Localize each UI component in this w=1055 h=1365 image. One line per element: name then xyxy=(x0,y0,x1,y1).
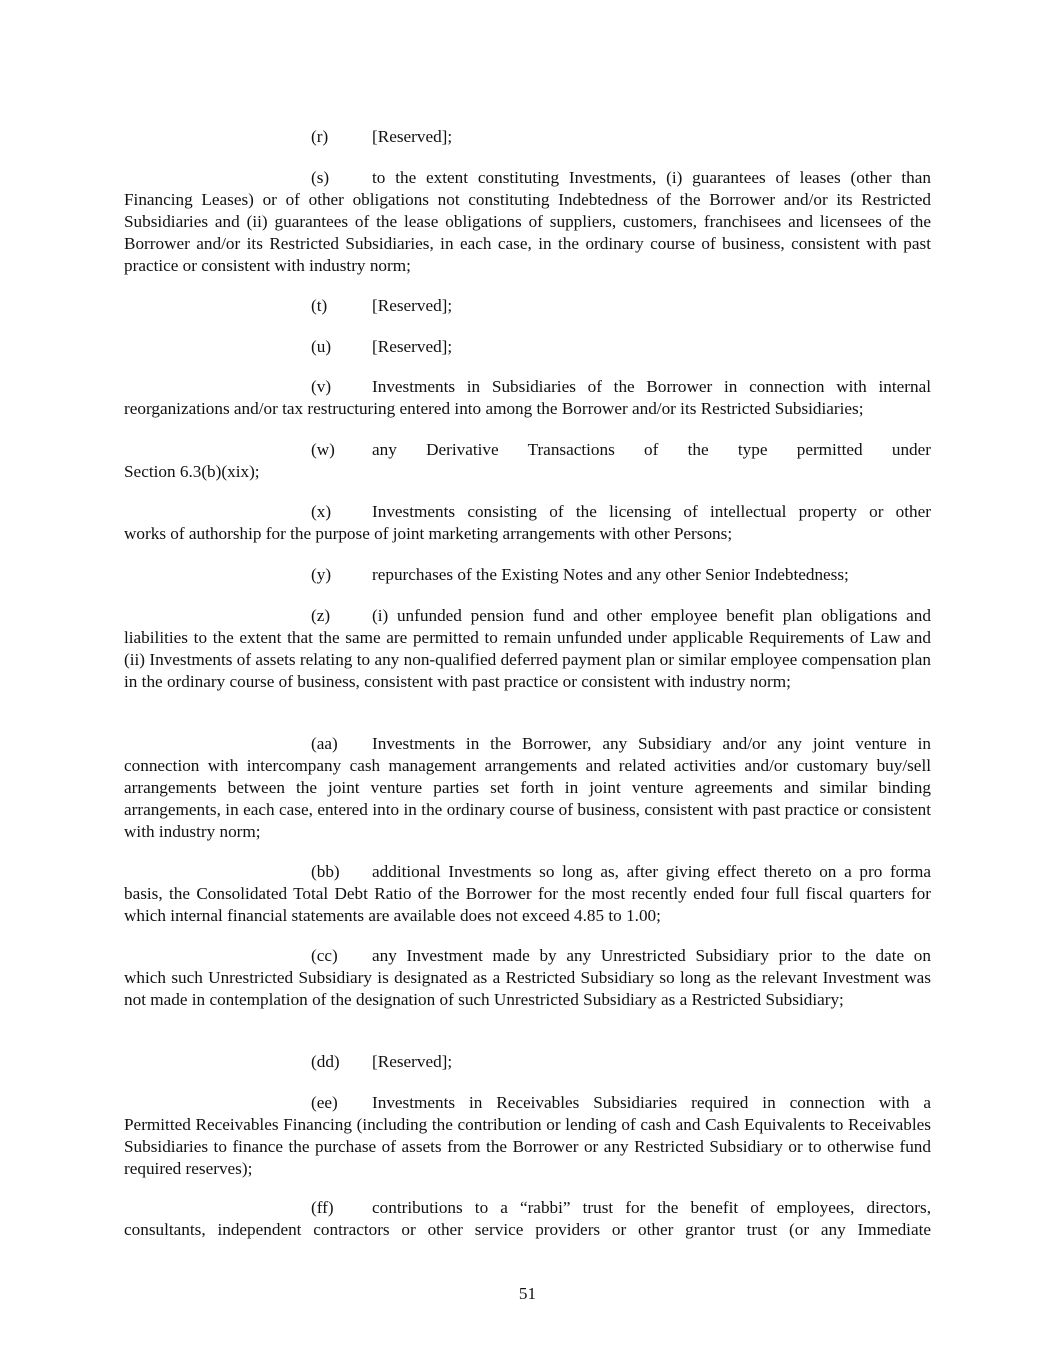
clause-text: to the extent constituting Investments, (i) guarantees of leases (other than xyxy=(372,168,931,187)
clause-text: any Derivative Transactions of the type permitted under xyxy=(372,440,931,459)
clause-ff xyxy=(124,1197,931,1241)
clause-cc xyxy=(124,945,931,1011)
clause-label: (bb) xyxy=(311,862,340,881)
clause-first-line xyxy=(124,605,931,627)
clause-dd xyxy=(124,1051,931,1073)
clause-body: which such Unrestricted Subsidiary is designated as a Restricted Subsidiary so long as the relevant Investment was not made in contemplation of the designation of such Unrestricted Subsidiary as a Restricted Subsidiary; xyxy=(124,968,931,1009)
clause-w xyxy=(124,439,931,483)
clause-first-line xyxy=(124,733,931,755)
clause-label: (s) xyxy=(311,168,330,187)
clause-text: Investments in the Borrower, any Subsidiary and/or any joint venture in xyxy=(372,734,931,753)
clause-first-line xyxy=(124,126,931,148)
clause-first-line xyxy=(124,501,931,523)
clause-first-line xyxy=(124,336,931,358)
page-number: 51 xyxy=(518,1284,537,1303)
clause-first-line xyxy=(124,1197,931,1219)
clause-s xyxy=(124,167,931,277)
clause-v xyxy=(124,376,931,420)
clause-label: (w) xyxy=(311,440,335,459)
clause-z xyxy=(124,605,931,693)
clause-text: Investments consisting of the licensing of intellectual property or other xyxy=(372,502,931,521)
clause-label: (ee) xyxy=(311,1093,338,1112)
clause-first-line xyxy=(124,861,931,883)
clause-first-line xyxy=(124,376,931,398)
clause-first-line xyxy=(124,1051,931,1073)
clause-aa xyxy=(124,733,931,843)
clause-body: Financing Leases) or of other obligations not constituting Indebtedness of the Borrower and/or its Restricted Subsidiaries and (ii) guarantees of the lease obligations of suppliers, customers, franchisees and licensees of the Borrower and/or its Restricted Subsidiaries, in each case, in the ordinary course of business, consistent with past practice or consistent with industry norm; xyxy=(124,190,931,275)
clause-text: [Reserved]; xyxy=(372,296,453,315)
clause-u xyxy=(124,336,931,358)
clause-text: [Reserved]; xyxy=(372,337,453,356)
clause-first-line xyxy=(124,564,931,586)
clause-text: [Reserved]; xyxy=(372,1052,453,1071)
clause-y xyxy=(124,564,931,586)
clause-body: Permitted Receivables Financing (including the contribution or lending of cash and Cash Equivalents to Receivables Subsidiaries to finance the purchase of assets from the Borrower or any Restricted Subsidiary or to otherwise fund required reserves); xyxy=(124,1115,931,1178)
clause-text: repurchases of the Existing Notes and any other Senior Indebtedness; xyxy=(372,565,849,584)
clause-text: contributions to a “rabbi” trust for the benefit of employees, directors, xyxy=(372,1198,931,1217)
clause-first-line xyxy=(124,295,931,317)
clause-label: (x) xyxy=(311,502,332,521)
clause-text: (i) unfunded pension fund and other employee benefit plan obligations and xyxy=(372,606,931,625)
clause-r xyxy=(124,126,931,148)
clause-text: additional Investments so long as, after giving effect thereto on a pro forma xyxy=(372,862,931,881)
clause-text: any Investment made by any Unrestricted Subsidiary prior to the date on xyxy=(372,946,931,965)
clause-label: (dd) xyxy=(311,1052,340,1071)
clause-ee xyxy=(124,1092,931,1180)
clause-text: Investments in Subsidiaries of the Borrower in connection with internal xyxy=(372,377,931,396)
clause-label: (aa) xyxy=(311,734,338,753)
clause-body: basis, the Consolidated Total Debt Ratio of the Borrower for the most recently ended four full fiscal quarters for which internal financial statements are available does not exceed 4.85 to 1.00; xyxy=(124,884,931,925)
clause-label: (r) xyxy=(311,127,329,146)
clause-body: Section 6.3(b)(xix); xyxy=(124,462,260,481)
clause-first-line xyxy=(124,167,931,189)
clause-label: (cc) xyxy=(311,946,338,965)
clause-first-line xyxy=(124,1092,931,1114)
clause-text: [Reserved]; xyxy=(372,127,453,146)
clause-bb xyxy=(124,861,931,927)
clause-body: consultants, independent contractors or other service providers or other grantor trust (or any Immediate xyxy=(124,1220,931,1239)
clause-first-line xyxy=(124,945,931,967)
clause-t xyxy=(124,295,931,317)
clause-first-line xyxy=(124,439,931,461)
clause-body: reorganizations and/or tax restructuring entered into among the Borrower and/or its Restricted Subsidiaries; xyxy=(124,399,864,418)
clause-label: (z) xyxy=(311,606,331,625)
clause-label: (t) xyxy=(311,296,328,315)
clause-body: connection with intercompany cash management arrangements and related activities and/or customary buy/sell arrangements between the joint venture parties set forth in joint venture agreements and similar binding arrangements, in each case, entered into in the ordinary course of business, consistent with past practice or consistent with industry norm; xyxy=(124,756,931,841)
clause-label: (u) xyxy=(311,337,332,356)
clause-body: liabilities to the extent that the same are permitted to remain unfunded under applicable Requirements of Law and (ii) Investments of assets relating to any non-qualified deferred payment plan or similar employee compensation plan in the ordinary course of business, consistent with past practice or consistent with industry norm; xyxy=(124,628,931,691)
clause-label: (ff) xyxy=(311,1198,334,1217)
clause-text: Investments in Receivables Subsidiaries required in connection with a xyxy=(372,1093,931,1112)
clause-label: (v) xyxy=(311,377,332,396)
clause-body: works of authorship for the purpose of joint marketing arrangements with other Persons; xyxy=(124,524,733,543)
clause-x xyxy=(124,501,931,545)
clause-label: (y) xyxy=(311,565,332,584)
